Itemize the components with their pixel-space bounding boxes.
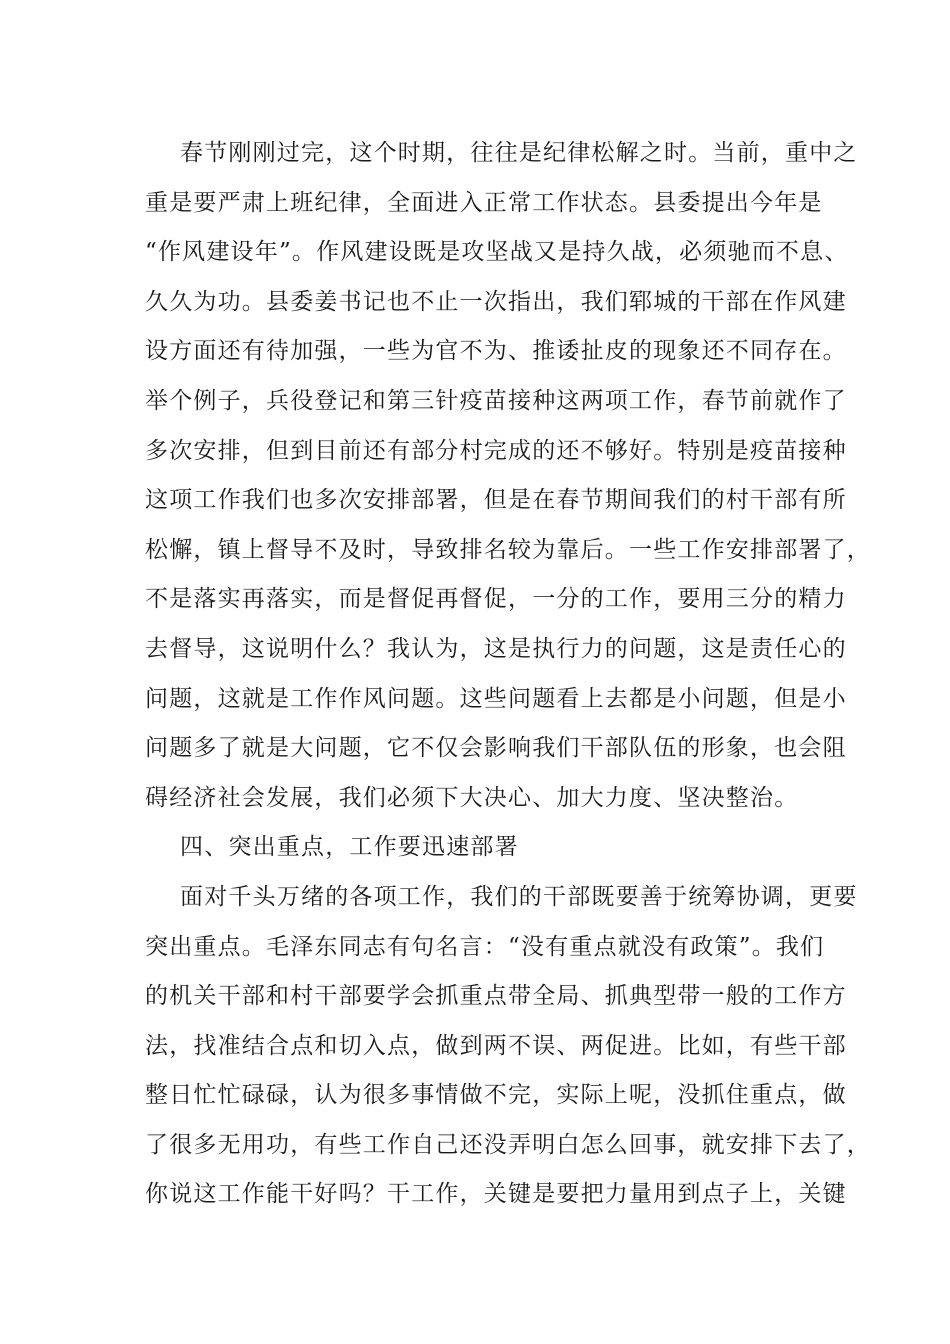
paragraph-line: “作风建设年”。作风建设既是攻坚战又是持久战，必须驰而不息、 xyxy=(145,239,849,266)
paragraph-line: 多次安排，但到目前还有部分村完成的还不够好。特别是疫苗接种 xyxy=(145,437,847,464)
paragraph-line: 久久为功。县委姜书记也不止一次指出，我们郓城的干部在作风建 xyxy=(145,288,847,315)
paragraph-line: 问题，这就是工作作风问题。这些问题看上去都是小问题，但是小 xyxy=(145,685,847,712)
paragraph-line: 重是要严肃上班纪律，全面进入正常工作状态。县委提出今年是 xyxy=(145,189,823,216)
paragraph-line: 不是落实再落实，而是督促再督促，一分的工作，要用三分的精力 xyxy=(145,586,847,613)
paragraph-line: 举个例子，兵役登记和第三针疫苗接种这两项工作，春节前就作了 xyxy=(145,387,847,414)
paragraph-line: 整日忙忙碌碌，认为很多事情做不完，实际上呢，没抓住重点，做 xyxy=(145,1082,847,1109)
paragraph-line: 松懈，镇上督导不及时，导致排名较为靠后。一些工作安排部署了， xyxy=(145,536,871,563)
paragraph-line: 去督导，这说明什么？我认为，这是执行力的问题，这是责任心的 xyxy=(145,635,847,662)
paragraph-line: 面对千头万绪的各项工作，我们的干部既要善于统筹协调，更要 xyxy=(180,883,858,910)
body-text xyxy=(145,129,871,1220)
paragraph-line: 问题多了就是大问题，它不仅会影响我们干部队伍的形象，也会阻 xyxy=(145,735,847,762)
paragraph-line: 碍经济社会发展，我们必须下大决心、加大力度、坚决整治。 xyxy=(145,784,799,811)
section-heading: 四、突出重点，工作要迅速部署 xyxy=(180,834,519,861)
paragraph-line: 法，找准结合点和切入点，做到两不误、两促进。比如，有些干部 xyxy=(145,1032,847,1059)
paragraph-line: 你说这工作能干好吗？干工作，关键是要把力量用到点子上，关键 xyxy=(145,1181,847,1208)
paragraph-line: 设方面还有待加强，一些为官不为、推诿扯皮的现象还不同存在。 xyxy=(145,338,847,365)
paragraph-line: 春节刚刚过完，这个时期，往往是纪律松解之时。当前，重中之 xyxy=(180,140,858,166)
paragraph-line: 突出重点。毛泽东同志有句名言：“没有重点就没有政策”。我们 xyxy=(145,933,825,960)
paragraph-line: 的机关干部和村干部要学会抓重点带全局、抓典型带一般的工作方 xyxy=(145,983,847,1010)
paragraph-line: 这项工作我们也多次安排部署，但是在春节期间我们的村干部有所 xyxy=(145,487,847,514)
paragraph-line: 了很多无用功，有些工作自己还没弄明白怎么回事，就安排下去了， xyxy=(145,1131,871,1158)
